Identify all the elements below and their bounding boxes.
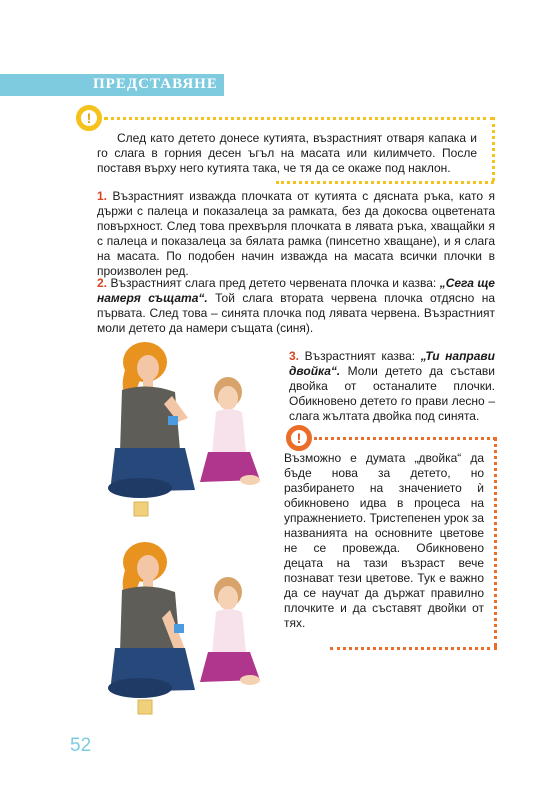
- dotted-frame-right: [494, 437, 497, 647]
- step-number: 1.: [97, 189, 108, 203]
- step-text: Той слага втората червена плочка отдясно на първата. След това – синята плочка под лявата червена. Възрастният моли детето да намери същата (синя).: [97, 291, 495, 335]
- step-2: [97, 276, 495, 336]
- step-number: 3.: [289, 349, 300, 363]
- step-text: Възрастният слага пред детето червената плочка и казва:: [110, 276, 437, 290]
- step-3: [289, 349, 495, 424]
- step-number: 2.: [97, 276, 108, 290]
- dotted-frame-top: [314, 437, 496, 440]
- step-text: Моли детето да състави двойка от останалите плочки. Обикновено детето го прави лесно – слага жълтата двойка под синята.: [289, 364, 495, 423]
- step-quote: „Ти направи двойка“.: [289, 349, 495, 378]
- step-text: Възрастният изважда плочката от кутията с дясната ръка, като я държи с палеца и показалеца за рамката, без да докосва оцветената повърхност. След това прехвърля плочката в лявата ръка, хващайки я с палеца и показалеца за бялата рамка (пинсетно хващане), и я слага на масата. По подобен начин изважда на масата всички плочки в произволен ред.: [97, 189, 495, 278]
- step-quote: „Сега ще намеря същата“.: [97, 276, 495, 305]
- page-number: 52: [70, 735, 92, 756]
- dotted-frame-bottom: [330, 647, 497, 650]
- dotted-frame-bottom: [276, 181, 494, 184]
- note-paragraph: Възможно е думата „двойка“ да бъде нова за детето, но разбирането на значението ѝ обикновено идва в процеса на упражнението. Тристепенен урок за названията на основните цветове не се провежда. Обикновено децата на тази възраст вече познават тези цветове. Тук е важно да се научат да държат правилно плочките и да съставят двойки от тях.: [284, 451, 484, 630]
- section-title: ПРЕДСТАВЯНЕ: [93, 76, 218, 92]
- photo-adult-child-2: [100, 540, 275, 725]
- intro-paragraph: След като детето донесе кутията, възрастният отваря капака и го слага в горния десен ъгъл на масата или килимчето. После поставя върху него кутията така, че тя да се окаже под наклон.: [97, 131, 477, 175]
- photo-adult-child-1: [100, 340, 275, 525]
- exclamation-icon: !: [76, 105, 102, 131]
- exclamation-icon: !: [286, 425, 312, 451]
- dotted-frame-top: [104, 117, 494, 120]
- step-1: [97, 189, 495, 279]
- step-text: Възрастният казва:: [304, 349, 416, 363]
- dotted-frame-right: [492, 117, 495, 181]
